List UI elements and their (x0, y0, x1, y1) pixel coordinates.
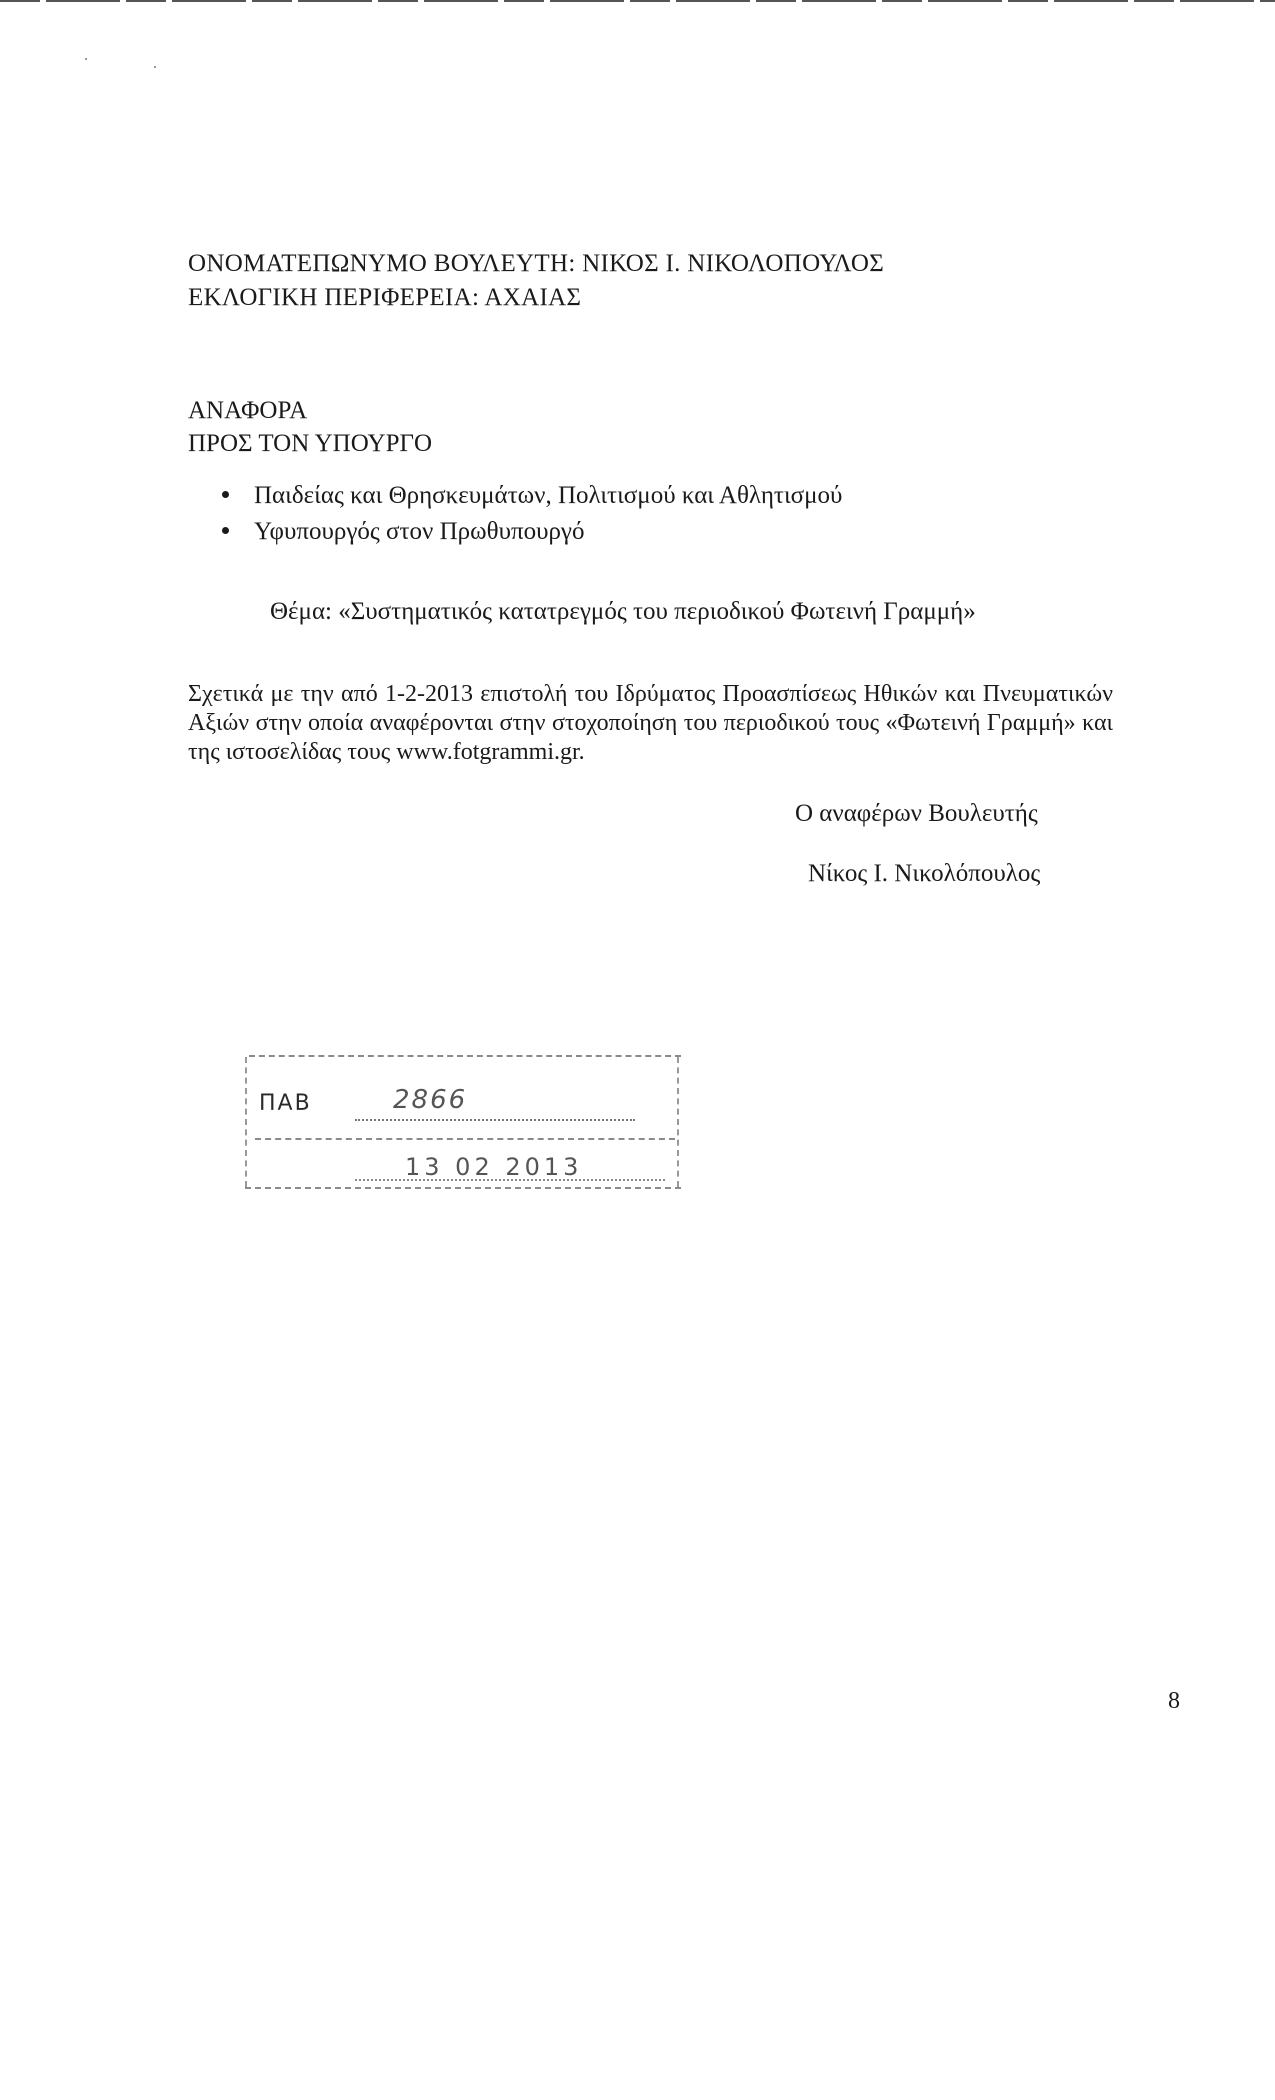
stamp-dotted-line (355, 1179, 665, 1181)
stamp-dotted-line (355, 1119, 635, 1121)
scan-speck (154, 66, 156, 68)
constituency-line: ΕΚΛΟΓΙΚΗ ΠΕΡΙΦΕΡΕΙΑ: ΑΧΑΙΑΣ (188, 284, 582, 311)
stamp-border (677, 1057, 679, 1187)
recipient-item (222, 478, 842, 514)
addressee-line: ΠΡΟΣ ΤΟΝ ΥΠΟΥΡΓΟ (188, 430, 432, 457)
recipient-list (222, 478, 842, 550)
stamp-protocol-number: 2866 (393, 1085, 468, 1115)
stamp-border (249, 1055, 681, 1057)
recipient-text: Παιδείας και Θρησκευμάτων, Πολιτισμού και Αθλητισμού (254, 482, 843, 509)
stamp-divider (255, 1138, 675, 1140)
scan-edge-line (0, 0, 1275, 2)
recipient-text: Υφυπουργός στον Πρωθυπουργό (254, 518, 585, 545)
page-number: 8 (1168, 1688, 1180, 1714)
stamp-border (245, 1187, 681, 1189)
bullet-icon (222, 491, 229, 498)
signature-title: Ο αναφέρων Βουλευτής (795, 800, 1038, 827)
bullet-icon (222, 527, 229, 534)
recipient-item (222, 514, 842, 550)
subject-line: Θέμα: «Συστηματικός κατατρεγμός του περιοδικού Φωτεινή Γραμμή» (270, 598, 976, 625)
stamp-label: ΠΑΒ (259, 1091, 312, 1116)
mp-name-line: ΟΝΟΜΑΤΕΠΩΝΥΜΟ ΒΟΥΛΕΥΤΗ: ΝΙΚΟΣ Ι. ΝΙΚΟΛΟΠΟΥΛΟΣ (188, 250, 885, 277)
registry-stamp (245, 1055, 685, 1195)
body-paragraph: Σχετικά με την από 1-2-2013 επιστολή του Ιδρύματος Προασπίσεως Ηθικών και Πνευματικών Αξιών στην οποία αναφέρονται στην στοχοποίηση του περιοδικού τους «Φωτεινή Γραμμή» και της ιστοσελίδας τους www.fotgrammi.gr. (188, 681, 1113, 765)
signature-name: Νίκος Ι. Νικολόπουλος (808, 860, 1041, 887)
stamp-date: 13 02 2013 (405, 1153, 583, 1181)
stamp-border (245, 1057, 247, 1187)
scan-speck (85, 58, 87, 60)
document-type: ΑΝΑΦΟΡΑ (188, 397, 308, 424)
